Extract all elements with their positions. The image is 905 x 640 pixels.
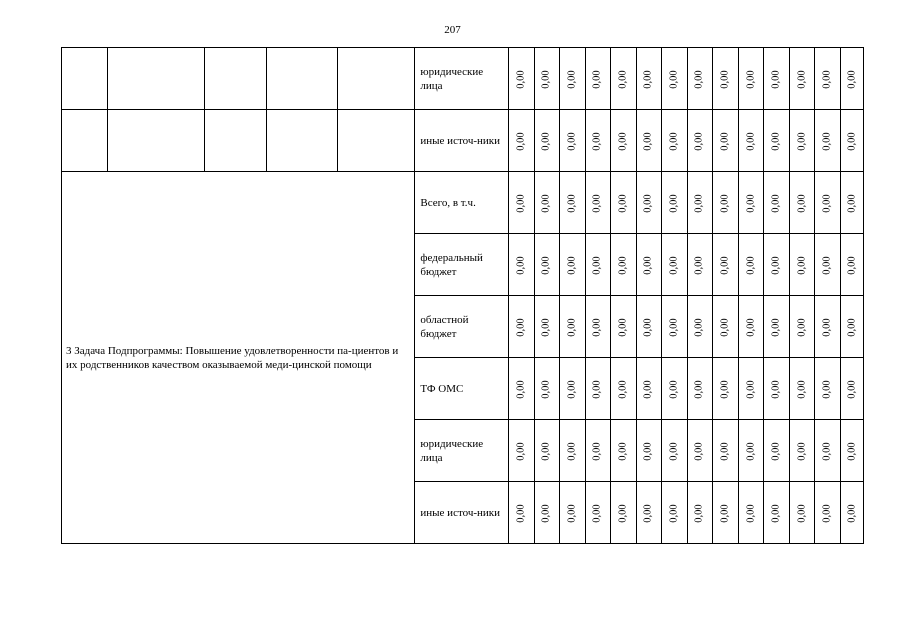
value-text: 0,00 (515, 69, 527, 89)
value-cell (789, 172, 814, 234)
value-text: 0,00 (694, 379, 706, 399)
value-text: 0,00 (770, 131, 782, 151)
value-text: 0,00 (617, 193, 629, 213)
value-text: 0,00 (541, 441, 553, 461)
value-cell (534, 296, 559, 358)
value-cell (687, 110, 712, 172)
value-cell (687, 482, 712, 544)
value-cell (840, 234, 863, 296)
value-cell (840, 48, 863, 110)
value-cell (789, 110, 814, 172)
value-text: 0,00 (668, 379, 680, 399)
value-cell (661, 110, 687, 172)
empty-cell (205, 48, 267, 110)
value-text: 0,00 (846, 131, 858, 151)
value-text: 0,00 (566, 441, 578, 461)
value-text: 0,00 (719, 317, 731, 337)
value-text: 0,00 (694, 441, 706, 461)
value-text: 0,00 (796, 379, 808, 399)
value-text: 0,00 (541, 255, 553, 275)
value-text: 0,00 (719, 193, 731, 213)
value-text: 0,00 (846, 317, 858, 337)
empty-cell (267, 48, 338, 110)
value-cell (610, 482, 636, 544)
value-cell (585, 358, 610, 420)
value-text: 0,00 (719, 131, 731, 151)
value-text: 0,00 (846, 379, 858, 399)
value-cell (534, 482, 559, 544)
value-text: 0,00 (770, 317, 782, 337)
value-text: 0,00 (821, 131, 833, 151)
value-text: 0,00 (796, 131, 808, 151)
value-text: 0,00 (643, 317, 655, 337)
value-cell (814, 482, 840, 544)
value-text: 0,00 (770, 441, 782, 461)
value-cell (585, 234, 610, 296)
page-number: 207 (444, 24, 461, 36)
value-text: 0,00 (821, 69, 833, 89)
value-text: 0,00 (694, 255, 706, 275)
funding-source-label: областной бюджет (415, 296, 508, 358)
value-text: 0,00 (796, 193, 808, 213)
value-cell (814, 48, 840, 110)
value-text: 0,00 (643, 503, 655, 523)
value-text: 0,00 (694, 317, 706, 337)
value-cell (610, 420, 636, 482)
value-text: 0,00 (515, 441, 527, 461)
value-cell (712, 234, 738, 296)
value-text: 0,00 (694, 131, 706, 151)
value-cell (661, 482, 687, 544)
value-cell (738, 234, 763, 296)
value-text: 0,00 (566, 379, 578, 399)
value-cell (687, 420, 712, 482)
value-text: 0,00 (796, 69, 808, 89)
value-text: 0,00 (617, 255, 629, 275)
value-text: 0,00 (592, 503, 604, 523)
value-cell (610, 172, 636, 234)
value-cell (763, 110, 789, 172)
value-text: 0,00 (821, 193, 833, 213)
value-text: 0,00 (668, 503, 680, 523)
value-text: 0,00 (592, 317, 604, 337)
value-cell (508, 482, 534, 544)
value-cell (610, 358, 636, 420)
value-cell (712, 172, 738, 234)
value-cell (534, 48, 559, 110)
value-text: 0,00 (566, 69, 578, 89)
table-row (62, 172, 864, 234)
value-cell (508, 358, 534, 420)
value-cell (636, 296, 661, 358)
value-cell (559, 296, 585, 358)
value-text: 0,00 (719, 441, 731, 461)
funding-source-label: иные источ-ники (415, 110, 508, 172)
value-text: 0,00 (541, 317, 553, 337)
empty-cell (108, 48, 205, 110)
value-cell (636, 234, 661, 296)
table-row (62, 110, 864, 172)
value-cell (508, 296, 534, 358)
value-cell (661, 234, 687, 296)
value-cell (687, 172, 712, 234)
value-cell (712, 110, 738, 172)
value-text: 0,00 (617, 317, 629, 337)
value-cell (610, 48, 636, 110)
value-text: 0,00 (617, 69, 629, 89)
value-text: 0,00 (745, 255, 757, 275)
funding-source-label: юридические лица (415, 420, 508, 482)
empty-cell (62, 48, 108, 110)
value-cell (763, 420, 789, 482)
value-text: 0,00 (668, 317, 680, 337)
value-text: 0,00 (566, 255, 578, 275)
empty-cell (338, 110, 415, 172)
value-cell (508, 234, 534, 296)
value-text: 0,00 (617, 503, 629, 523)
value-text: 0,00 (694, 69, 706, 89)
value-cell (585, 110, 610, 172)
value-text: 0,00 (566, 317, 578, 337)
value-text: 0,00 (719, 379, 731, 399)
value-cell (534, 234, 559, 296)
value-text: 0,00 (745, 131, 757, 151)
value-text: 0,00 (592, 441, 604, 461)
value-cell (610, 234, 636, 296)
value-cell (712, 482, 738, 544)
value-cell (738, 172, 763, 234)
value-text: 0,00 (643, 379, 655, 399)
value-cell (661, 48, 687, 110)
value-text: 0,00 (745, 317, 757, 337)
value-cell (738, 358, 763, 420)
value-text: 0,00 (719, 69, 731, 89)
empty-cell (62, 110, 108, 172)
value-text: 0,00 (821, 255, 833, 275)
value-cell (585, 420, 610, 482)
value-cell (687, 358, 712, 420)
value-cell (508, 420, 534, 482)
value-cell (789, 358, 814, 420)
value-text: 0,00 (796, 255, 808, 275)
value-cell (789, 296, 814, 358)
value-cell (559, 110, 585, 172)
value-cell (636, 48, 661, 110)
empty-cell (338, 48, 415, 110)
value-cell (814, 420, 840, 482)
value-text: 0,00 (643, 131, 655, 151)
value-text: 0,00 (694, 193, 706, 213)
value-cell (559, 234, 585, 296)
value-text: 0,00 (770, 379, 782, 399)
value-text: 0,00 (846, 255, 858, 275)
value-cell (585, 482, 610, 544)
value-cell (534, 110, 559, 172)
value-text: 0,00 (541, 379, 553, 399)
value-text: 0,00 (617, 441, 629, 461)
empty-cell (108, 110, 205, 172)
value-text: 0,00 (719, 503, 731, 523)
value-cell (738, 420, 763, 482)
value-text: 0,00 (770, 193, 782, 213)
value-text: 0,00 (566, 131, 578, 151)
value-text: 0,00 (566, 503, 578, 523)
value-cell (789, 420, 814, 482)
value-text: 0,00 (821, 317, 833, 337)
value-cell (585, 172, 610, 234)
value-cell (712, 358, 738, 420)
value-cell (687, 48, 712, 110)
value-cell (508, 48, 534, 110)
value-cell (610, 110, 636, 172)
value-cell (763, 482, 789, 544)
value-text: 0,00 (821, 379, 833, 399)
value-cell (636, 172, 661, 234)
value-cell (840, 296, 863, 358)
value-cell (789, 482, 814, 544)
value-text: 0,00 (515, 255, 527, 275)
value-text: 0,00 (617, 131, 629, 151)
empty-cell (267, 110, 338, 172)
value-text: 0,00 (745, 379, 757, 399)
value-cell (712, 48, 738, 110)
value-text: 0,00 (770, 69, 782, 89)
value-cell (840, 110, 863, 172)
value-text: 0,00 (515, 503, 527, 523)
value-text: 0,00 (668, 255, 680, 275)
value-cell (687, 234, 712, 296)
value-text: 0,00 (796, 441, 808, 461)
value-text: 0,00 (541, 131, 553, 151)
value-text: 0,00 (592, 379, 604, 399)
value-cell (814, 358, 840, 420)
value-cell (661, 296, 687, 358)
table-body (62, 48, 864, 544)
value-text: 0,00 (515, 379, 527, 399)
value-cell (840, 420, 863, 482)
value-text: 0,00 (541, 69, 553, 89)
value-cell (585, 48, 610, 110)
funding-source-label: федеральный бюджет (415, 234, 508, 296)
value-cell (763, 48, 789, 110)
value-cell (661, 358, 687, 420)
value-text: 0,00 (745, 69, 757, 89)
funding-source-label: Всего, в т.ч. (415, 172, 508, 234)
value-cell (840, 358, 863, 420)
value-text: 0,00 (566, 193, 578, 213)
value-cell (763, 234, 789, 296)
funding-source-label: иные источ-ники (415, 482, 508, 544)
empty-cell (205, 110, 267, 172)
value-text: 0,00 (770, 503, 782, 523)
value-cell (763, 172, 789, 234)
value-text: 0,00 (719, 255, 731, 275)
value-cell (559, 482, 585, 544)
value-text: 0,00 (515, 193, 527, 213)
value-text: 0,00 (745, 503, 757, 523)
funding-source-label: юридические лица (415, 48, 508, 110)
task-description: 3 Задача Подпрограммы: Повышение удовлетворенности па-циентов и их родственников качеством оказываемой меди-цинской помощи (62, 172, 415, 544)
value-cell (636, 482, 661, 544)
value-cell (814, 296, 840, 358)
value-cell (814, 110, 840, 172)
value-text: 0,00 (541, 193, 553, 213)
value-cell (738, 296, 763, 358)
value-text: 0,00 (668, 131, 680, 151)
value-text: 0,00 (846, 441, 858, 461)
value-text: 0,00 (846, 503, 858, 523)
value-text: 0,00 (643, 441, 655, 461)
value-text: 0,00 (643, 255, 655, 275)
value-text: 0,00 (592, 255, 604, 275)
value-cell (738, 48, 763, 110)
value-text: 0,00 (846, 193, 858, 213)
value-cell (763, 296, 789, 358)
value-text: 0,00 (821, 503, 833, 523)
value-text: 0,00 (592, 131, 604, 151)
value-text: 0,00 (668, 441, 680, 461)
value-text: 0,00 (745, 193, 757, 213)
value-cell (763, 358, 789, 420)
value-cell (712, 420, 738, 482)
budget-table (61, 47, 864, 544)
value-text: 0,00 (643, 193, 655, 213)
value-cell (789, 48, 814, 110)
value-cell (687, 296, 712, 358)
value-cell (559, 358, 585, 420)
value-cell (661, 420, 687, 482)
value-text: 0,00 (745, 441, 757, 461)
value-text: 0,00 (592, 193, 604, 213)
value-text: 0,00 (770, 255, 782, 275)
value-text: 0,00 (796, 503, 808, 523)
value-cell (814, 234, 840, 296)
value-cell (508, 172, 534, 234)
value-text: 0,00 (821, 441, 833, 461)
value-cell (840, 482, 863, 544)
value-cell (661, 172, 687, 234)
value-cell (559, 420, 585, 482)
value-cell (712, 296, 738, 358)
value-cell (559, 48, 585, 110)
value-cell (508, 110, 534, 172)
value-cell (636, 420, 661, 482)
value-text: 0,00 (617, 379, 629, 399)
value-cell (738, 110, 763, 172)
value-text: 0,00 (846, 69, 858, 89)
funding-source-label: ТФ ОМС (415, 358, 508, 420)
value-cell (559, 172, 585, 234)
value-cell (840, 172, 863, 234)
value-text: 0,00 (668, 69, 680, 89)
value-text: 0,00 (796, 317, 808, 337)
value-cell (789, 234, 814, 296)
value-cell (585, 296, 610, 358)
value-text: 0,00 (643, 69, 655, 89)
value-cell (738, 482, 763, 544)
value-text: 0,00 (541, 503, 553, 523)
value-cell (814, 172, 840, 234)
value-text: 0,00 (515, 317, 527, 337)
table-row (62, 48, 864, 110)
value-cell (636, 358, 661, 420)
value-cell (610, 296, 636, 358)
value-text: 0,00 (592, 69, 604, 89)
value-cell (534, 358, 559, 420)
value-text: 0,00 (694, 503, 706, 523)
value-text: 0,00 (668, 193, 680, 213)
value-cell (534, 420, 559, 482)
value-text: 0,00 (515, 131, 527, 151)
value-cell (636, 110, 661, 172)
value-cell (534, 172, 559, 234)
